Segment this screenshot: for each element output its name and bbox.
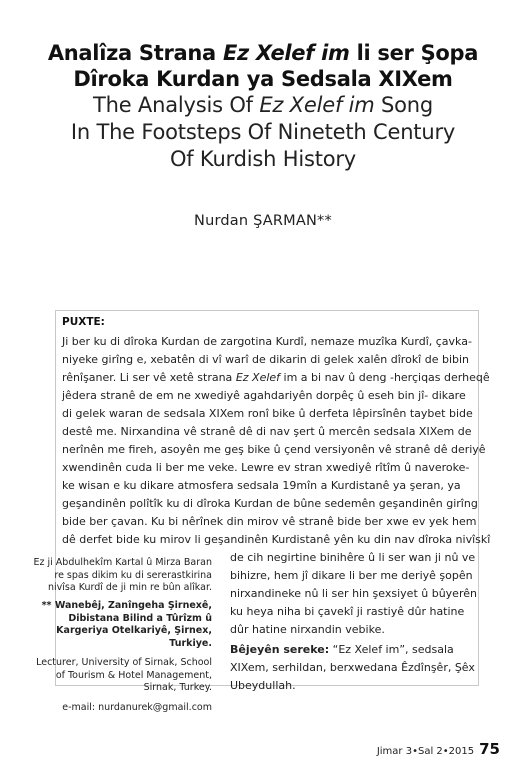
abstract-line: di gelek waran de sedsala XIXem ronî bike û derfeta lêpirsînên taybet bide: [62, 407, 473, 420]
abstract-line: bide ber çavan. Ku bi nêrînek din mirov vê stranê bide ber xwe ev yek hem: [62, 515, 477, 528]
title-kurdish-line2: Dîroka Kurdan ya Sedsala XIXem: [73, 67, 453, 91]
abstract-line: niyeke girîng e, xebatên di vî warî de dikarin di gelek xalên dîrokî de bibin: [62, 353, 470, 366]
keywords-line: Bêjeyên sereke: “Ez Xelef im”, sedsala: [230, 643, 454, 656]
title-kurdish-line1: Analîza Strana Ez Xelef im li ser Şopa: [47, 41, 479, 65]
abstract-line: dê derfet bide ku mirov li geşandinên Kurdistanê yên ku din nav dîroka nivîskî: [62, 533, 491, 546]
keywords-label: Bêjeyên sereke:: [230, 643, 330, 656]
abstract-line: ku heya niha bi çavekî ji rastiyê dûr hatine: [230, 605, 465, 618]
keywords-line: Ubeydullah.: [230, 679, 296, 692]
title-english-line3: Of Kurdish History: [169, 147, 357, 171]
footnote-email: e-mail: nurdanurek@gmail.com: [62, 702, 212, 713]
abstract-heading: PUXTE:: [62, 316, 105, 328]
abstract-line: rênîşaner. Li ser vê xetê strana Ez Xelef im a bi nav û deng -herçiqas derheqê: [62, 371, 490, 384]
author-name: Nurdan ŞARMAN**: [194, 213, 332, 229]
abstract-line: destê me. Nirxandina vê stranê dê di nav şert û mercên sedsala XIXem de: [62, 425, 472, 438]
abstract-line: nerînên me fireh, asoyên me geş bike û çend versiyonên vê stranê dê deriyê: [62, 443, 486, 456]
abstract-line: geşandinên polîtîk ku di dîroka Kurdan de bûne sedemên geşandinên girîng: [62, 497, 478, 510]
title-english-line2: In The Footsteps Of Nineteth Century: [70, 120, 456, 144]
abstract-line: jêdera stranê de em ne xwediyê agahdariyên dorpêç û eseh bin jî- dikare: [62, 389, 466, 402]
keywords-line: XIXem, serhildan, berxwedana Êzdînşêr, Şêx: [230, 661, 475, 674]
journal-issue: Jimar 3•Sal 2•2015: [376, 746, 475, 757]
abstract-line: xwendinên cuda li ber me veke. Lewre ev stran xwediyê rîtîm û naveroke-: [62, 461, 470, 474]
abstract-line: ke wisan e ku dikare atmosfera sedsala 19mîn a Kurdistanê ya şeran, ya: [62, 479, 461, 492]
abstract-line: dûr hatine nirxandin vebike.: [230, 623, 385, 636]
page-number: 75: [479, 740, 500, 758]
footnote-thanks: Ez ji Abdulhekîm Kartal û Mirza Baran re spas dikim ku di sererastkirina nivîsa Kurdî de ji min re bûn alîkar.: [33, 557, 212, 593]
page-footer: [377, 740, 500, 758]
footnote-affiliation-english: Lecturer, University of Sirnak, School of Tourism & Hotel Management, Sirnak, Turkey.: [36, 657, 212, 693]
title-block: [20, 40, 506, 173]
footnote-affiliation-kurdish: ** Wanebêj, Zanîngeha Şirnexê, Dibistana Bilind a Tûrîzm û Kargeriya Otelkariyê, Şirnex, Turkiye.: [41, 600, 212, 649]
abstract-line: de cih negirtine binihêre û li ser wan ji nû ve: [230, 551, 476, 564]
abstract-line: nirxandineke nû li ser hin şexsiyet û bûyerên: [230, 587, 477, 600]
abstract-line: Ji ber ku di dîroka Kurdan de zargotina Kurdî, nemaze muzîka Kurdî, çavka-: [62, 335, 472, 348]
abstract-line: bihizre, hem jî dikare li ber me deriyê şopên: [230, 569, 473, 582]
title-english-line1: The Analysis Of Ez Xelef im Song: [92, 93, 433, 117]
